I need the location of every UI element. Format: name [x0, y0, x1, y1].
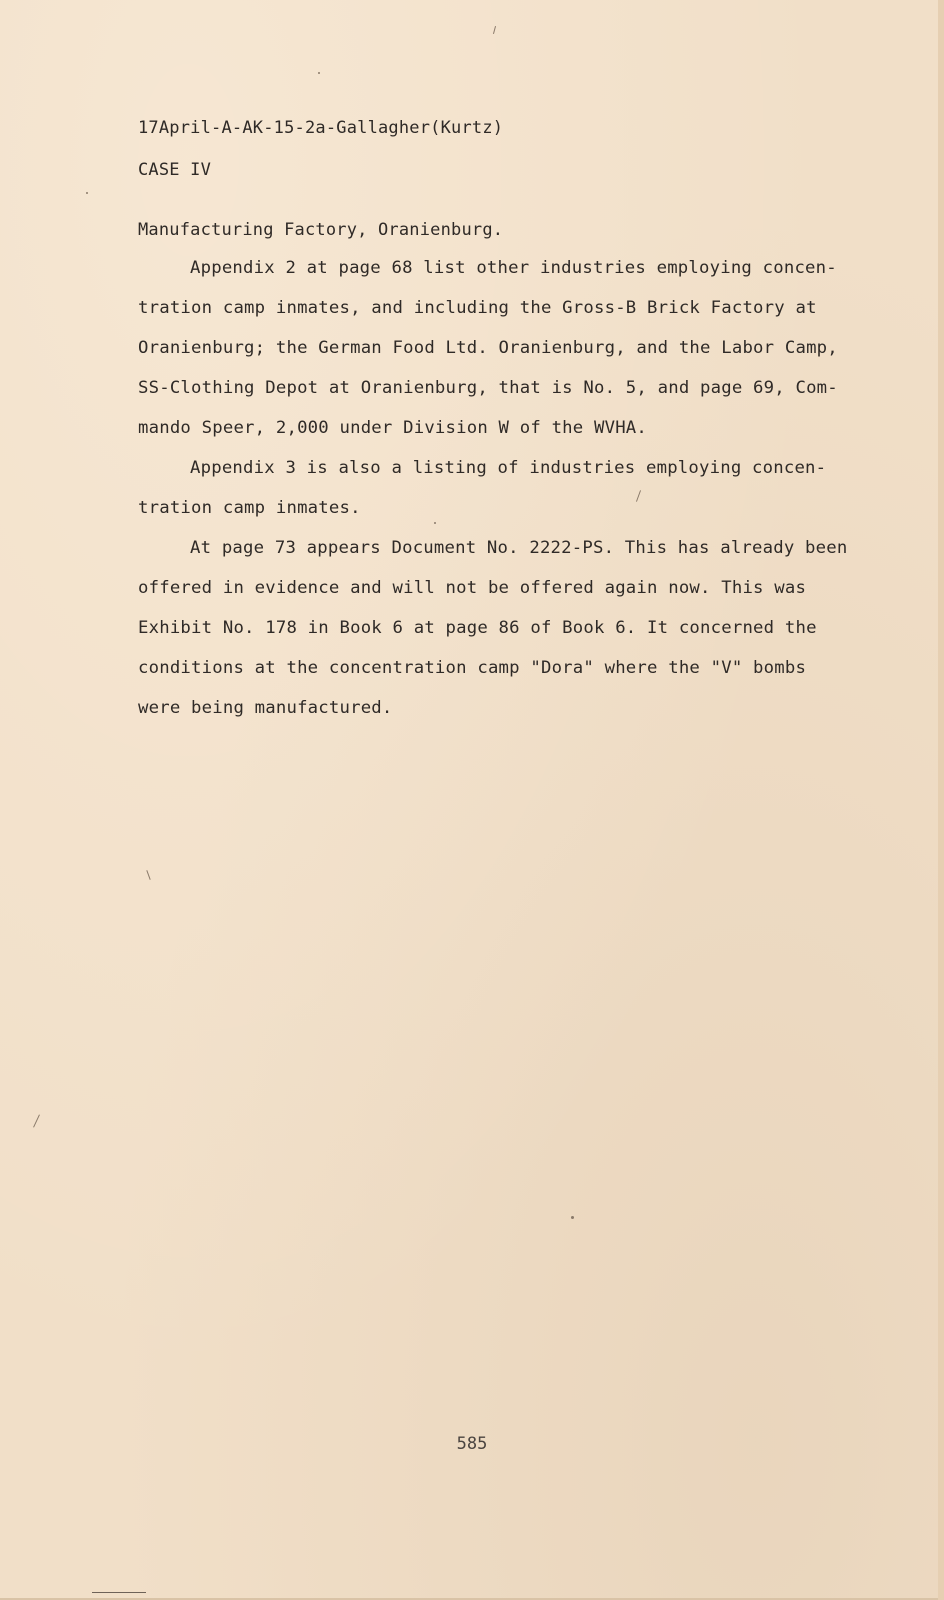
bottom-edge-mark: [92, 1592, 146, 1593]
paragraph-2-line-1: Appendix 3 is also a listing of industries employing concen-: [190, 458, 827, 478]
paragraph-1-line-5: mando Speer, 2,000 under Division W of the WVHA.: [138, 418, 648, 438]
paragraph-3-line-3: Exhibit No. 178 in Book 6 at page 86 of Book 6. It concerned the: [138, 618, 817, 638]
paper-scratch: [636, 490, 641, 502]
paragraph-3-line-1: At page 73 appears Document No. 2222-PS. This has already been: [190, 538, 848, 558]
paper-speck: [318, 72, 320, 74]
paragraph-3-line-2: offered in evidence and will not be offered again now. This was: [138, 578, 807, 598]
paper-scratch: [493, 26, 496, 34]
paragraph-1-line-3: Oranienburg; the German Food Ltd. Oranienburg, and the Labor Camp,: [138, 338, 838, 358]
paragraph-3-line-5: were being manufactured.: [138, 698, 393, 718]
paper-scratch: [146, 870, 150, 880]
paragraph-1-line-4: SS-Clothing Depot at Oranienburg, that is No. 5, and page 69, Com-: [138, 378, 838, 398]
paragraph-3-line-4: conditions at the concentration camp "Dora" where the "V" bombs: [138, 658, 807, 678]
case-label: CASE IV: [138, 160, 212, 180]
paper-speck: [86, 192, 88, 194]
page-edge: [938, 0, 944, 1600]
page-number: 585: [456, 1434, 488, 1454]
paper-speck: [571, 1216, 574, 1219]
paragraph-1-line-2: tration camp inmates, and including the Gross-B Brick Factory at: [138, 298, 817, 318]
paragraph-2-line-2: tration camp inmates.: [138, 498, 361, 518]
subject-line: Manufacturing Factory, Oranienburg.: [138, 220, 504, 240]
document-header: 17April-A-AK-15-2a-Gallagher(Kurtz): [138, 118, 504, 138]
paper-scratch: [33, 1114, 40, 1127]
paper-speck: [434, 522, 436, 524]
paragraph-1-line-1: Appendix 2 at page 68 list other industries employing concen-: [190, 258, 837, 278]
